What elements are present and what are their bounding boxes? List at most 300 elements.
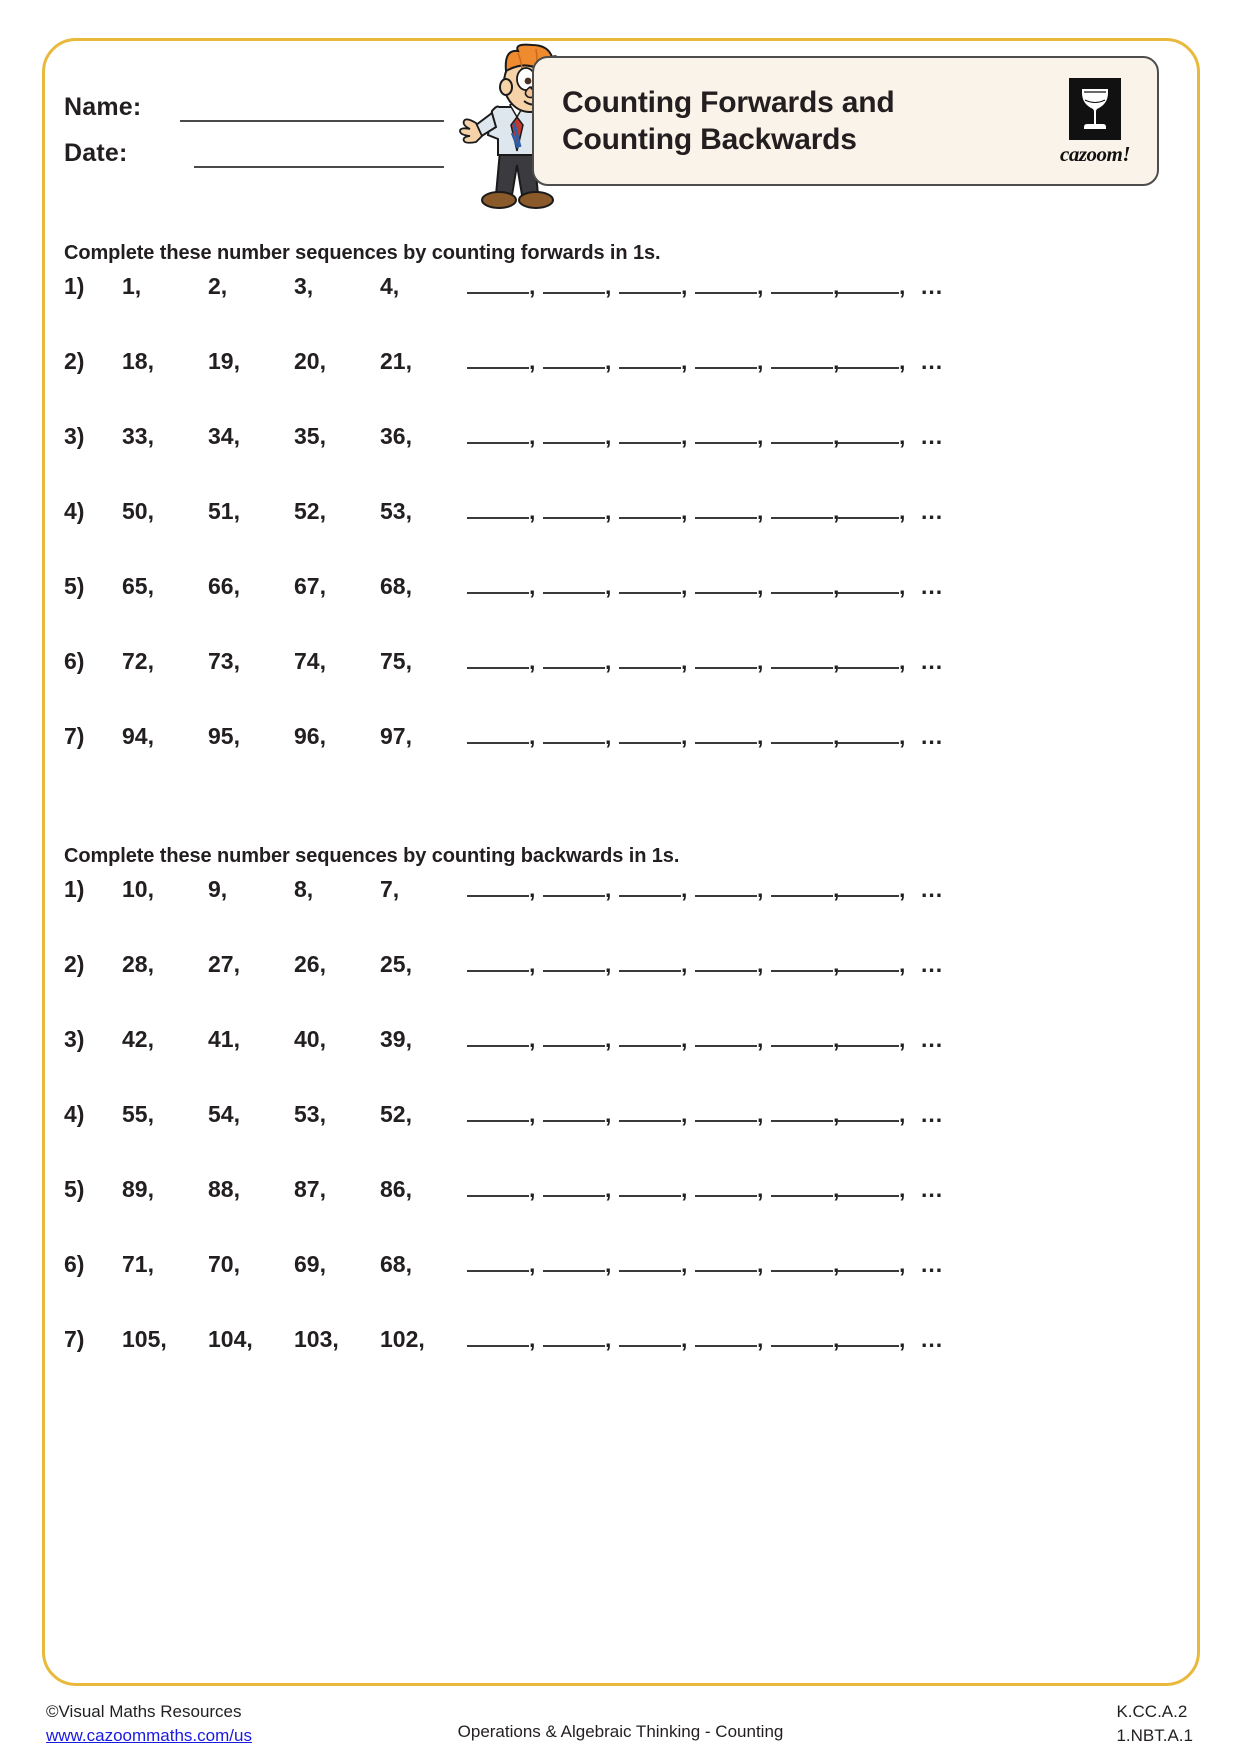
blank-separator-comma: , (899, 498, 906, 524)
answer-blank[interactable] (467, 349, 529, 369)
sequence-term: 21, (380, 348, 412, 374)
blank-separator-comma: , (681, 1176, 688, 1202)
sequence-answer-blanks (467, 498, 1174, 525)
sequence-term: 27, (208, 951, 240, 977)
answer-blank[interactable] (771, 499, 833, 519)
answer-blank[interactable] (771, 649, 833, 669)
sequence-list-forwards (64, 273, 1174, 798)
sequence-term: 104, (208, 1326, 253, 1352)
blank-separator-comma: , (833, 876, 840, 902)
sequence-ellipsis: ... (921, 1251, 944, 1277)
sequence-given-terms (122, 348, 467, 375)
sequence-term: 53, (294, 1101, 326, 1127)
footer-standards (1116, 1700, 1193, 1748)
name-row (64, 76, 444, 122)
sequence-term: 53, (380, 498, 412, 524)
answer-blank[interactable] (771, 1252, 833, 1272)
sequence-row (64, 273, 1174, 348)
sequence-row (64, 1176, 1174, 1251)
sequence-ellipsis: ... (921, 1101, 944, 1127)
answer-blank[interactable] (619, 1027, 681, 1047)
sequence-answer-blanks (467, 573, 1174, 600)
sequence-answer-blanks (467, 1176, 1174, 1203)
blank-separator-comma: , (899, 1251, 906, 1277)
answer-blank[interactable] (771, 574, 833, 594)
sequence-term: 19, (208, 348, 240, 374)
answer-blank[interactable] (771, 1102, 833, 1122)
blank-separator-comma: , (681, 1101, 688, 1127)
sequence-row-number: 2) (64, 951, 85, 977)
blank-separator-comma: , (681, 348, 688, 374)
worksheet-title-line2: Counting Backwards (562, 123, 857, 156)
sequence-term: 9, (208, 876, 228, 902)
sequence-term: 8, (294, 876, 314, 902)
blank-separator-comma: , (757, 876, 764, 902)
answer-blank[interactable] (695, 724, 757, 744)
answer-blank[interactable] (837, 952, 899, 972)
answer-blank[interactable] (771, 1327, 833, 1347)
sequence-given-terms (122, 723, 467, 750)
sequence-row-number: 5) (64, 1176, 85, 1202)
sequence-term: 94, (122, 723, 154, 749)
answer-blank[interactable] (543, 877, 605, 897)
blank-separator-comma: , (681, 1326, 688, 1352)
footer-topic: Operations & Algebraic Thinking - Counting (457, 1722, 784, 1741)
date-row (64, 122, 444, 168)
sequence-answer-blanks (467, 273, 1174, 300)
sequence-answer-blanks (467, 1251, 1174, 1278)
sequence-term: 34, (208, 423, 240, 449)
answer-blank[interactable] (543, 649, 605, 669)
blank-separator-comma: , (833, 573, 840, 599)
blank-separator-comma: , (757, 723, 764, 749)
sequence-given-terms (122, 1251, 467, 1278)
blank-separator-comma: , (833, 1251, 840, 1277)
instruction-backwards: Complete these number sequences by counting backwards in 1s. (64, 845, 680, 867)
sequence-term: 40, (294, 1026, 326, 1052)
blank-separator-comma: , (605, 273, 612, 299)
answer-blank[interactable] (695, 424, 757, 444)
answer-blank[interactable] (837, 1102, 899, 1122)
copyright-text: ©Visual Maths Resources (46, 1702, 242, 1721)
blank-separator-comma: , (899, 273, 906, 299)
sequence-given-terms (122, 876, 467, 903)
blank-separator-comma: , (833, 1326, 840, 1352)
blank-separator-comma: , (529, 1326, 536, 1352)
blank-separator-comma: , (605, 648, 612, 674)
answer-blank[interactable] (543, 349, 605, 369)
sequence-term: 42, (122, 1026, 154, 1052)
answer-blank[interactable] (695, 274, 757, 294)
blank-separator-comma: , (757, 498, 764, 524)
blank-separator-comma: , (833, 423, 840, 449)
answer-blank[interactable] (619, 349, 681, 369)
blank-separator-comma: , (605, 348, 612, 374)
answer-blank[interactable] (543, 1252, 605, 1272)
answer-blank[interactable] (543, 1027, 605, 1047)
sequence-term: 74, (294, 648, 326, 674)
sequence-ellipsis: ... (921, 951, 944, 977)
blank-separator-comma: , (605, 573, 612, 599)
standard-line-2: 1.NBT.A.1 (1116, 1726, 1193, 1745)
blank-separator-comma: , (757, 273, 764, 299)
sequence-answer-blanks (467, 723, 1174, 750)
sequence-ellipsis: ... (921, 648, 944, 674)
sequence-given-terms (122, 1026, 467, 1053)
sequence-row (64, 1326, 1174, 1401)
sequence-ellipsis: ... (921, 1176, 944, 1202)
answer-blank[interactable] (695, 1177, 757, 1197)
blank-separator-comma: , (681, 423, 688, 449)
answer-blank[interactable] (837, 649, 899, 669)
worksheet-header (42, 38, 1200, 218)
sequence-term: 18, (122, 348, 154, 374)
blank-separator-comma: , (833, 498, 840, 524)
answer-blank[interactable] (771, 1027, 833, 1047)
answer-blank[interactable] (837, 1177, 899, 1197)
sequence-row-number: 1) (64, 273, 85, 299)
blank-separator-comma: , (757, 951, 764, 977)
sequence-row-number: 2) (64, 348, 85, 374)
blank-separator-comma: , (605, 1176, 612, 1202)
answer-blank[interactable] (467, 724, 529, 744)
sequence-term: 96, (294, 723, 326, 749)
sequence-answer-blanks (467, 648, 1174, 675)
blank-separator-comma: , (757, 1326, 764, 1352)
sequence-ellipsis: ... (921, 1026, 944, 1052)
answer-blank[interactable] (619, 424, 681, 444)
answer-blank[interactable] (467, 952, 529, 972)
sequence-term: 75, (380, 648, 412, 674)
sequence-answer-blanks (467, 423, 1174, 450)
sequence-ellipsis: ... (921, 723, 944, 749)
answer-blank[interactable] (467, 424, 529, 444)
sequence-answer-blanks (467, 1326, 1174, 1353)
sequence-term: 36, (380, 423, 412, 449)
answer-blank[interactable] (837, 1252, 899, 1272)
blank-separator-comma: , (681, 273, 688, 299)
sequence-row (64, 573, 1174, 648)
blank-separator-comma: , (529, 348, 536, 374)
date-label: Date: (64, 139, 128, 167)
answer-blank[interactable] (543, 274, 605, 294)
sequence-given-terms (122, 573, 467, 600)
blank-separator-comma: , (605, 498, 612, 524)
sequence-row-number: 5) (64, 573, 85, 599)
blank-separator-comma: , (529, 1251, 536, 1277)
answer-blank[interactable] (543, 499, 605, 519)
blank-separator-comma: , (681, 648, 688, 674)
answer-blank[interactable] (695, 1327, 757, 1347)
blank-separator-comma: , (605, 951, 612, 977)
sequence-row-number: 3) (64, 1026, 85, 1052)
sequence-term: 65, (122, 573, 154, 599)
title-banner (532, 56, 1159, 186)
answer-blank[interactable] (837, 574, 899, 594)
sequence-row-number: 4) (64, 498, 85, 524)
sequence-row-number: 6) (64, 1251, 85, 1277)
worksheet-title (562, 84, 982, 158)
sequence-given-terms (122, 1176, 467, 1203)
answer-blank[interactable] (695, 1252, 757, 1272)
sequence-term: 73, (208, 648, 240, 674)
cazoom-logo (1047, 72, 1143, 172)
answer-blank[interactable] (467, 649, 529, 669)
sequence-given-terms (122, 423, 467, 450)
answer-blank[interactable] (619, 724, 681, 744)
blank-separator-comma: , (605, 1026, 612, 1052)
blank-separator-comma: , (899, 951, 906, 977)
answer-blank[interactable] (467, 574, 529, 594)
sequence-term: 105, (122, 1326, 167, 1352)
answer-blank[interactable] (695, 649, 757, 669)
answer-blank[interactable] (467, 1177, 529, 1197)
answer-blank[interactable] (543, 1327, 605, 1347)
blank-separator-comma: , (529, 951, 536, 977)
sequence-term: 89, (122, 1176, 154, 1202)
blank-separator-comma: , (899, 573, 906, 599)
sequence-term: 50, (122, 498, 154, 524)
sequence-term: 95, (208, 723, 240, 749)
sequence-ellipsis: ... (921, 348, 944, 374)
answer-blank[interactable] (837, 349, 899, 369)
sequence-given-terms (122, 951, 467, 978)
blank-separator-comma: , (899, 1101, 906, 1127)
answer-blank[interactable] (695, 349, 757, 369)
sequence-term: 88, (208, 1176, 240, 1202)
answer-blank[interactable] (543, 1177, 605, 1197)
worksheet-title-line1: Counting Forwards and (562, 86, 895, 119)
answer-blank[interactable] (837, 499, 899, 519)
answer-blank[interactable] (543, 574, 605, 594)
sequence-row (64, 648, 1174, 723)
blank-separator-comma: , (757, 1101, 764, 1127)
sequence-row (64, 1026, 1174, 1101)
worksheet-footer (0, 1700, 1241, 1760)
blank-separator-comma: , (605, 1251, 612, 1277)
sequence-term: 69, (294, 1251, 326, 1277)
sequence-row (64, 876, 1174, 951)
answer-blank[interactable] (467, 877, 529, 897)
sequence-row-number: 7) (64, 723, 85, 749)
blank-separator-comma: , (529, 423, 536, 449)
sequence-term: 33, (122, 423, 154, 449)
answer-blank[interactable] (619, 1177, 681, 1197)
answer-blank[interactable] (695, 877, 757, 897)
blank-separator-comma: , (681, 1251, 688, 1277)
blank-separator-comma: , (757, 648, 764, 674)
blank-separator-comma: , (899, 1326, 906, 1352)
blank-separator-comma: , (899, 1026, 906, 1052)
answer-blank[interactable] (771, 952, 833, 972)
sequence-row (64, 1251, 1174, 1326)
answer-blank[interactable] (695, 499, 757, 519)
blank-separator-comma: , (757, 348, 764, 374)
sequence-term: 87, (294, 1176, 326, 1202)
sequence-term: 39, (380, 1026, 412, 1052)
sequence-ellipsis: ... (921, 498, 944, 524)
blank-separator-comma: , (605, 723, 612, 749)
blank-separator-comma: , (757, 423, 764, 449)
answer-blank[interactable] (695, 1027, 757, 1047)
answer-blank[interactable] (771, 1177, 833, 1197)
sequence-term: 68, (380, 1251, 412, 1277)
answer-blank[interactable] (619, 952, 681, 972)
blank-separator-comma: , (681, 1026, 688, 1052)
sequence-answer-blanks (467, 1101, 1174, 1128)
blank-separator-comma: , (833, 348, 840, 374)
name-label: Name: (64, 93, 142, 121)
answer-blank[interactable] (837, 724, 899, 744)
sequence-term: 86, (380, 1176, 412, 1202)
blank-separator-comma: , (757, 1251, 764, 1277)
answer-blank[interactable] (695, 574, 757, 594)
sequence-ellipsis: ... (921, 1326, 944, 1352)
blank-separator-comma: , (833, 1176, 840, 1202)
blank-separator-comma: , (681, 573, 688, 599)
standard-line-1: K.CC.A.2 (1116, 1702, 1188, 1721)
sequence-term: 103, (294, 1326, 339, 1352)
answer-blank[interactable] (619, 499, 681, 519)
sequence-term: 66, (208, 573, 240, 599)
sequence-term: 72, (122, 648, 154, 674)
answer-blank[interactable] (543, 1102, 605, 1122)
sequence-ellipsis: ... (921, 423, 944, 449)
answer-blank[interactable] (467, 274, 529, 294)
sequence-row-number: 4) (64, 1101, 85, 1127)
blank-separator-comma: , (833, 648, 840, 674)
blank-separator-comma: , (529, 648, 536, 674)
blank-separator-comma: , (833, 273, 840, 299)
name-input-line[interactable] (180, 94, 444, 122)
sequence-ellipsis: ... (921, 573, 944, 599)
answer-blank[interactable] (837, 1327, 899, 1347)
blank-separator-comma: , (833, 723, 840, 749)
cazoom-website-link[interactable]: www.cazoommaths.com/us (46, 1726, 252, 1745)
answer-blank[interactable] (771, 424, 833, 444)
answer-blank[interactable] (467, 499, 529, 519)
answer-blank[interactable] (467, 1252, 529, 1272)
sequence-term: 51, (208, 498, 240, 524)
sequence-row (64, 951, 1174, 1026)
date-input-line[interactable] (194, 140, 444, 168)
blank-separator-comma: , (605, 1101, 612, 1127)
blank-separator-comma: , (681, 951, 688, 977)
sequence-term: 3, (294, 273, 314, 299)
blank-separator-comma: , (833, 951, 840, 977)
sequence-given-terms (122, 273, 467, 300)
blank-separator-comma: , (833, 1026, 840, 1052)
blank-separator-comma: , (529, 1176, 536, 1202)
blank-separator-comma: , (899, 876, 906, 902)
sequence-term: 10, (122, 876, 154, 902)
sequence-term: 67, (294, 573, 326, 599)
answer-blank[interactable] (837, 1027, 899, 1047)
sequence-ellipsis: ... (921, 876, 944, 902)
sequence-ellipsis: ... (921, 273, 944, 299)
sequence-row (64, 1101, 1174, 1176)
answer-blank[interactable] (543, 724, 605, 744)
sequence-answer-blanks (467, 876, 1174, 903)
sequence-row (64, 723, 1174, 798)
answer-blank[interactable] (619, 574, 681, 594)
answer-blank[interactable] (771, 274, 833, 294)
sequence-term: 68, (380, 573, 412, 599)
answer-blank[interactable] (837, 274, 899, 294)
sequence-term: 52, (380, 1101, 412, 1127)
sequence-given-terms (122, 1326, 467, 1353)
answer-blank[interactable] (619, 1252, 681, 1272)
sequence-term: 52, (294, 498, 326, 524)
sequence-given-terms (122, 648, 467, 675)
sequence-term: 25, (380, 951, 412, 977)
blank-separator-comma: , (529, 723, 536, 749)
answer-blank[interactable] (837, 424, 899, 444)
sequence-term: 102, (380, 1326, 425, 1352)
answer-blank[interactable] (619, 1327, 681, 1347)
answer-blank[interactable] (771, 349, 833, 369)
sequence-list-backwards (64, 876, 1174, 1401)
blank-separator-comma: , (605, 423, 612, 449)
answer-blank[interactable] (771, 724, 833, 744)
answer-blank[interactable] (695, 1102, 757, 1122)
blank-separator-comma: , (899, 423, 906, 449)
sequence-row (64, 423, 1174, 498)
blank-separator-comma: , (529, 1101, 536, 1127)
sequence-row-number: 6) (64, 648, 85, 674)
sequence-term: 2, (208, 273, 228, 299)
answer-blank[interactable] (771, 877, 833, 897)
answer-blank[interactable] (837, 877, 899, 897)
answer-blank[interactable] (695, 952, 757, 972)
section-counting-forwards (64, 242, 1174, 798)
sequence-term: 54, (208, 1101, 240, 1127)
answer-blank[interactable] (619, 649, 681, 669)
blank-separator-comma: , (757, 573, 764, 599)
sequence-term: 1, (122, 273, 142, 299)
answer-blank[interactable] (543, 424, 605, 444)
sequence-term: 70, (208, 1251, 240, 1277)
sequence-row-number: 3) (64, 423, 85, 449)
answer-blank[interactable] (619, 877, 681, 897)
sequence-row-number: 7) (64, 1326, 85, 1352)
blank-separator-comma: , (529, 273, 536, 299)
answer-blank[interactable] (619, 1102, 681, 1122)
sequence-row (64, 348, 1174, 423)
sequence-answer-blanks (467, 1026, 1174, 1053)
sequence-term: 41, (208, 1026, 240, 1052)
cazoom-wordmark: cazoom! (1060, 141, 1130, 166)
blank-separator-comma: , (833, 1101, 840, 1127)
blank-separator-comma: , (605, 1326, 612, 1352)
blank-separator-comma: , (529, 1026, 536, 1052)
sequence-row-number: 1) (64, 876, 85, 902)
blank-separator-comma: , (899, 348, 906, 374)
blank-separator-comma: , (681, 498, 688, 524)
answer-blank[interactable] (467, 1327, 529, 1347)
name-date-block (64, 76, 444, 168)
blank-separator-comma: , (681, 723, 688, 749)
blank-separator-comma: , (529, 498, 536, 524)
sequence-term: 28, (122, 951, 154, 977)
answer-blank[interactable] (619, 274, 681, 294)
answer-blank[interactable] (467, 1027, 529, 1047)
hourglass-icon (1069, 78, 1121, 140)
sequence-term: 20, (294, 348, 326, 374)
answer-blank[interactable] (467, 1102, 529, 1122)
blank-separator-comma: , (899, 648, 906, 674)
answer-blank[interactable] (543, 952, 605, 972)
